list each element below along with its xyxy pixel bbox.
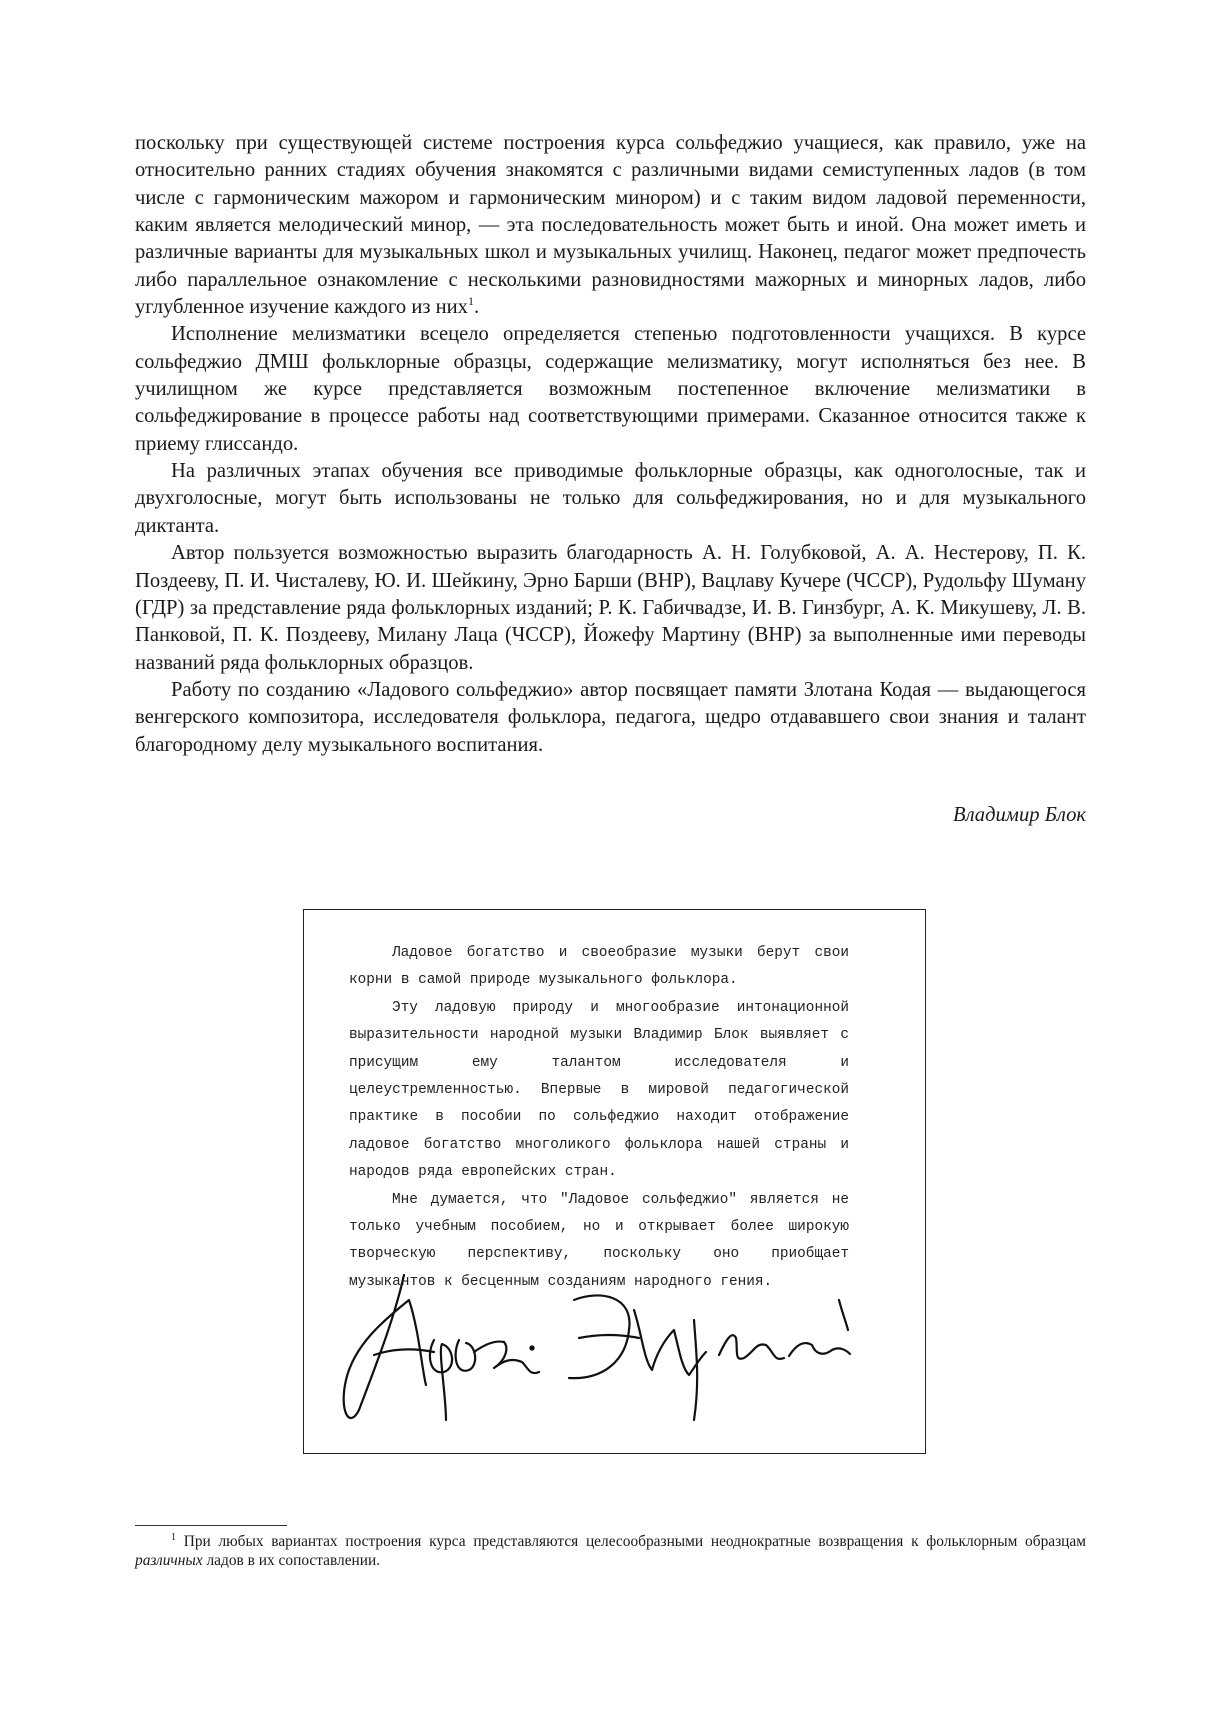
paragraph-4: Автор пользуется возможностью выразить благодарность А. Н. Голубковой, А. А. Нестерову, П. К. Поздееву, П. И. Чисталеву, Ю. И. Шейкину, Эрно Барши (ВНР), Вацлаву Кучере (ЧССР), Рудольфу Шуману (ГДР) за представление ряда фольклорных изданий; Р. К. Габичвадзе, И. В. Гинзбург, А. К. Микушеву, Л. В. Панковой, П. К. Поздееву, Милану Лаца (ЧССР), Йожефу Мартину (ВНР) за выполненные ими переводы названий ряда фольклорных образцов. — [135, 542, 1086, 674]
footnote — [135, 1532, 1086, 1570]
paragraph-1-text: поскольку при существующей системе построения курса сольфеджио учащиеся, как правило, уже на относительно ранних стадиях обучения знакомятся с различными видами семиступенных ладов (в том числе с гармоническим мажором и гармоническим минором) и с таким видом ладовой переменности, каким является мелодический минор, — эта последовательность может быть и иной. Она может иметь и различные варианты для музыкальных школ и музыкальных училищ. Наконец, педагог может предпочесть либо параллельное ознакомление с несколькими разновидностями мажорных и минорных ладов, либо углубленное изучение каждого из них — [135, 132, 1086, 319]
author-signature: Владимир Блок — [952, 804, 1086, 826]
footnote-divider — [135, 1525, 287, 1526]
footnote-paragraph — [135, 1532, 1086, 1570]
handwritten-signature — [334, 1260, 894, 1430]
paragraph-3: На различных этапах обучения все приводимые фольклорные образцы, как одноголосные, так и двухголосные, могут быть использованы не только для сольфеджирования, но и для музыкального диктанта. — [135, 460, 1086, 537]
footnote-emphasis: различных — [135, 1552, 203, 1569]
paragraph-1: поскольку при существующей системе построения курса сольфеджио учащиеся, как правило, уже на относительно ранних стадиях обучения знакомятся с различными видами семиступенных ладов (в том числе с гармоническим мажором и гармоническим минором) и с таким видом ладовой переменности, каким является мелодический минор, — эта последовательность может быть и иной. Она может иметь и различные варианты для музыкальных школ и музыкальных училищ. Наконец, педагог может предпочесть либо параллельное ознакомление с несколькими разновидностями мажорных и минорных ладов, либо углубленное изучение каждого из них$^1$. — [135, 132, 1086, 319]
letter-paragraph-3: Мне думается, что "Ладовое сольфеджио" является не только учебным пособием, но и открывает более широкую творческую перспективу, поскольку оно приобщает музыкантов к бесценным созданиям народного гения. — [349, 1191, 849, 1290]
main-body-text — [135, 130, 1086, 759]
letter-paragraph-1: Ладовое богатство и своеобразие музыки берут свои корни в самой природе музыкального фольклора. — [349, 945, 849, 989]
letter-paragraph-2: Эту ладовую природу и многообразие интонационной выразительности народной музыки Владимир Блок выявляет с присущим ему талантом исследователя и целеустремленностью. Впервые в мировой педагогической практике в пособии по сольфеджио находит отображение ладовое богатство многоликого фольклора нашей страны и народов ряда европейских стран. — [349, 999, 849, 1181]
footnote-text-after: ладов в их сопоставлении. — [202, 1552, 381, 1569]
typewritten-letter-box — [303, 909, 926, 1454]
footnote-text-before: При любых вариантах построения курса представляются целесообразными неоднократные возвращения к фольклорным образцам — [176, 1533, 1086, 1550]
footnote-reference: 1 — [467, 294, 474, 309]
paragraph-2: Исполнение мелизматики всецело определяется степенью подготовленности учащихся. В курсе сольфеджио ДМШ фольклорные образцы, содержащие мелизматику, могут исполняться без нее. В училищном же курсе представляется возможным постепенное включение мелизматики в сольфеджирование в процессе работы над соответствующими примерами. Сказанное относится также к приему глиссандо. — [135, 323, 1086, 455]
paragraph-5: Работу по созданию «Ладового сольфеджио» автор посвящает памяти Злотана Кодая — выдающегося венгерского композитора, исследователя фольклора, педагога, щедро отдававшего свои знания и талант благородному делу музыкального воспитания. — [135, 678, 1086, 756]
footnote-marker: 1 — [171, 1532, 176, 1543]
letter-text — [349, 940, 849, 1296]
